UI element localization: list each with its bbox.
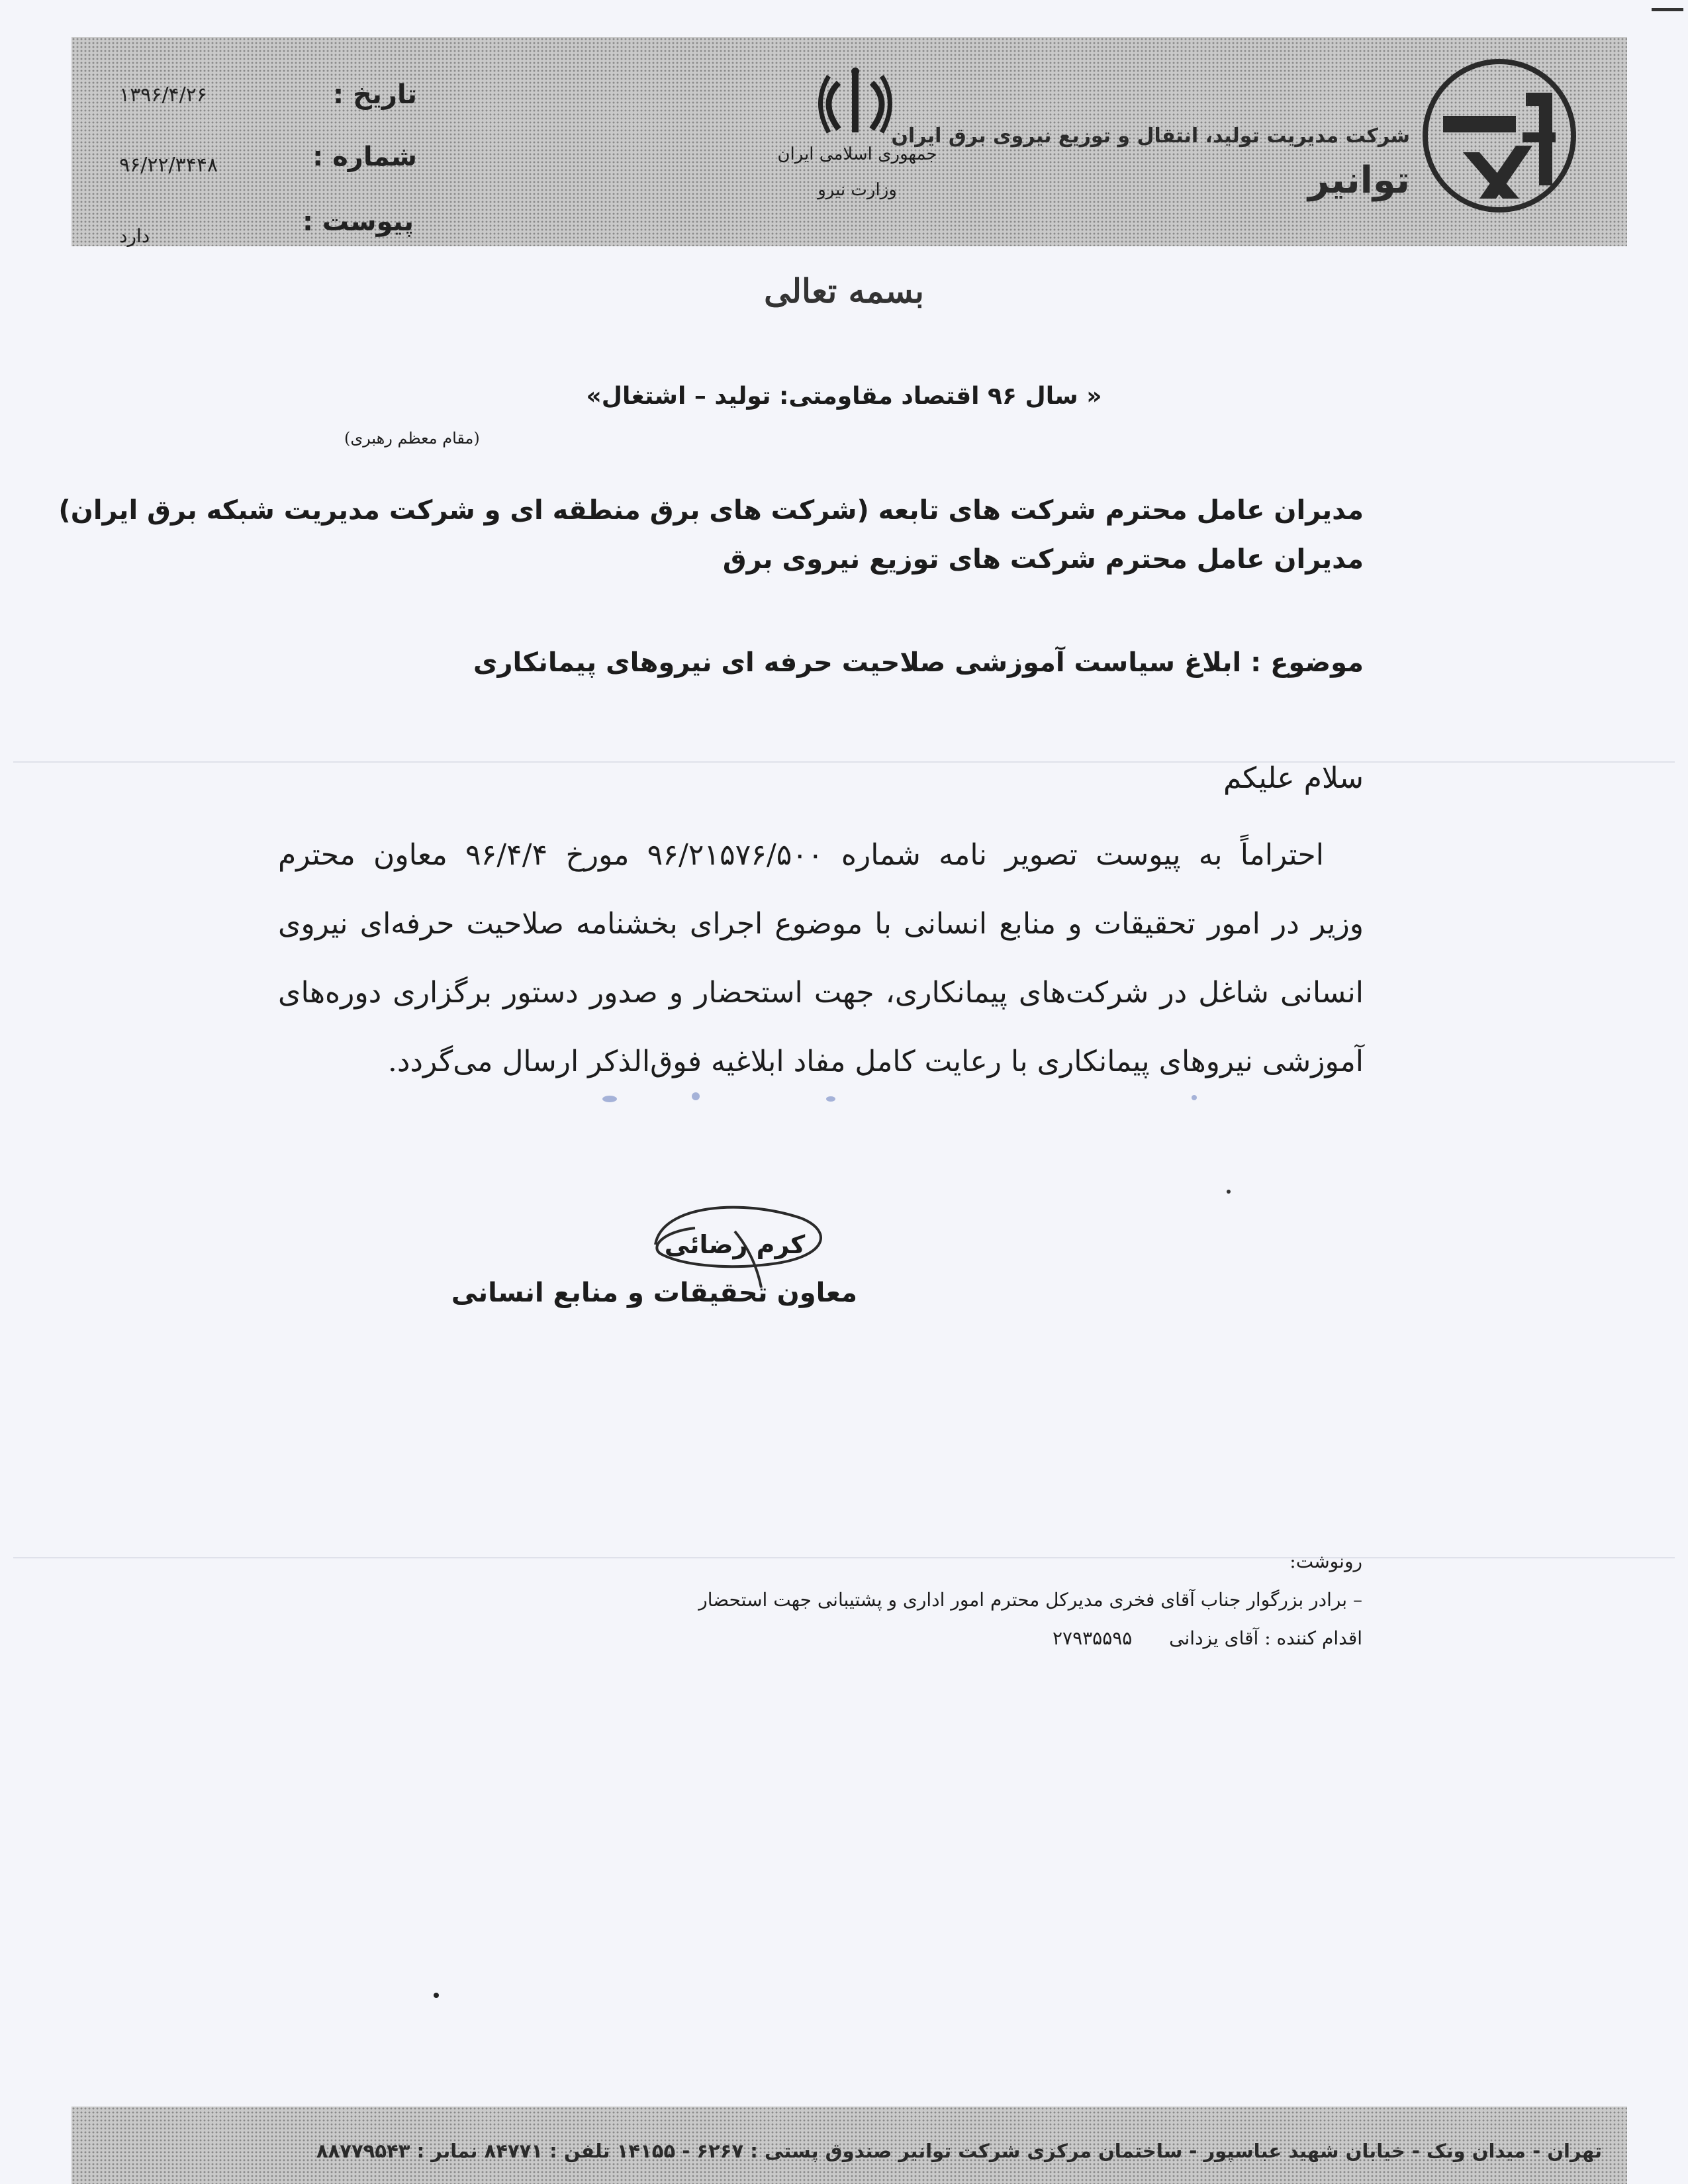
year-slogan: « سال ۹۶ اقتصاد مقاومتی: تولید – اشتغال»	[586, 383, 1102, 410]
body-line: وزیر در امور تحقیقات و منابع انسانی با موضوع اجرای بخشنامه صلاحیت حرفه‌ای نیروی	[278, 907, 1364, 941]
signer-title: معاون تحقیقات و منابع انسانی	[451, 1278, 857, 1308]
ink-speck	[692, 1092, 700, 1100]
body-line: آموزشی نیروهای پیمانکاری با رعایت کامل مفاد ابلاغیه فوق‌الذکر ارسال می‌گردد.	[387, 1045, 1364, 1078]
copies-recipient: – برادر بزرگوار جناب آقای فخری مدیرکل محترم امور اداری و پشتیبانی جهت استحضار	[698, 1589, 1362, 1611]
recipient-line: مدیران عامل محترم شرکت های تابعه (شرکت های برق منطقه ای و شرکت مدیریت شبکه برق ایران)	[58, 495, 1364, 526]
date-value: ۱۳۹۶/۴/۲۶	[119, 83, 208, 107]
ministry-caption: وزارت نیرو	[818, 180, 897, 200]
number-value: ۹۶/۲۲/۳۴۴۸	[119, 154, 218, 177]
iran-emblem-icon	[809, 66, 902, 139]
action-phone: ۲۷۹۳۵۵۹۵	[1053, 1627, 1133, 1649]
body-line: احتراماً به پیوست تصویر نامه شماره ۹۶/۲۱۵۷۶/۵۰۰ مورخ ۹۶/۴/۴ معاون محترم	[278, 838, 1324, 872]
date-label: تاریخ :	[333, 79, 417, 110]
attachment-value: دارد	[119, 225, 150, 247]
slogan-source: (مقام معظم رهبری)	[344, 429, 480, 448]
action-by: اقدام کننده : آقای یزدانی	[1169, 1627, 1362, 1649]
invocation: بسمه تعالی	[764, 271, 924, 310]
number-label: شماره :	[312, 142, 417, 172]
attachment-label: پیوست :	[302, 207, 414, 237]
company-brand: توانیر	[1307, 159, 1410, 202]
tavanir-logo-icon	[1417, 53, 1582, 218]
paper-speck	[434, 1993, 439, 1998]
paper-fold	[13, 761, 1675, 763]
paper-fold	[13, 1557, 1675, 1558]
copies-label: رونوشت:	[1289, 1550, 1362, 1572]
subject-line: موضوع : ابلاغ سیاست آموزشی صلاحیت حرفه ای نیروهای پیمانکاری	[473, 647, 1364, 678]
ink-speck	[1192, 1095, 1197, 1100]
footer-address: تهران - میدان ونک - خیابان شهید عباسپور - ساختمان مرکزی شرکت توانیر صندوق پستی : ۶۲۶۷ - ۱۴۱۵۵ تلفن : ۸۴۷۷۱ نمابر : ۸۸۷۷۹۵۴۳	[316, 2140, 1602, 2162]
ink-speck	[602, 1096, 617, 1102]
scan-edge-mark	[1652, 8, 1683, 11]
body-line: انسانی شاغل در شرکت‌های پیمانکاری، جهت استحضار و صدور دستور برگزاری دوره‌های	[278, 976, 1364, 1010]
letter-body	[278, 821, 1364, 1096]
ink-speck	[826, 1096, 835, 1102]
greeting: سلام علیکم	[1223, 761, 1364, 795]
signer-name: کرم رضائی	[664, 1230, 806, 1259]
recipient-line: مدیران عامل محترم شرکت های توزیع نیروی برق	[722, 544, 1364, 575]
emblem-caption: جمهوری اسلامی ایران	[777, 144, 937, 164]
company-name: شرکت مدیریت تولید، انتقال و توزیع نیروی برق ایران	[891, 124, 1410, 148]
paper-speck	[1227, 1190, 1231, 1194]
